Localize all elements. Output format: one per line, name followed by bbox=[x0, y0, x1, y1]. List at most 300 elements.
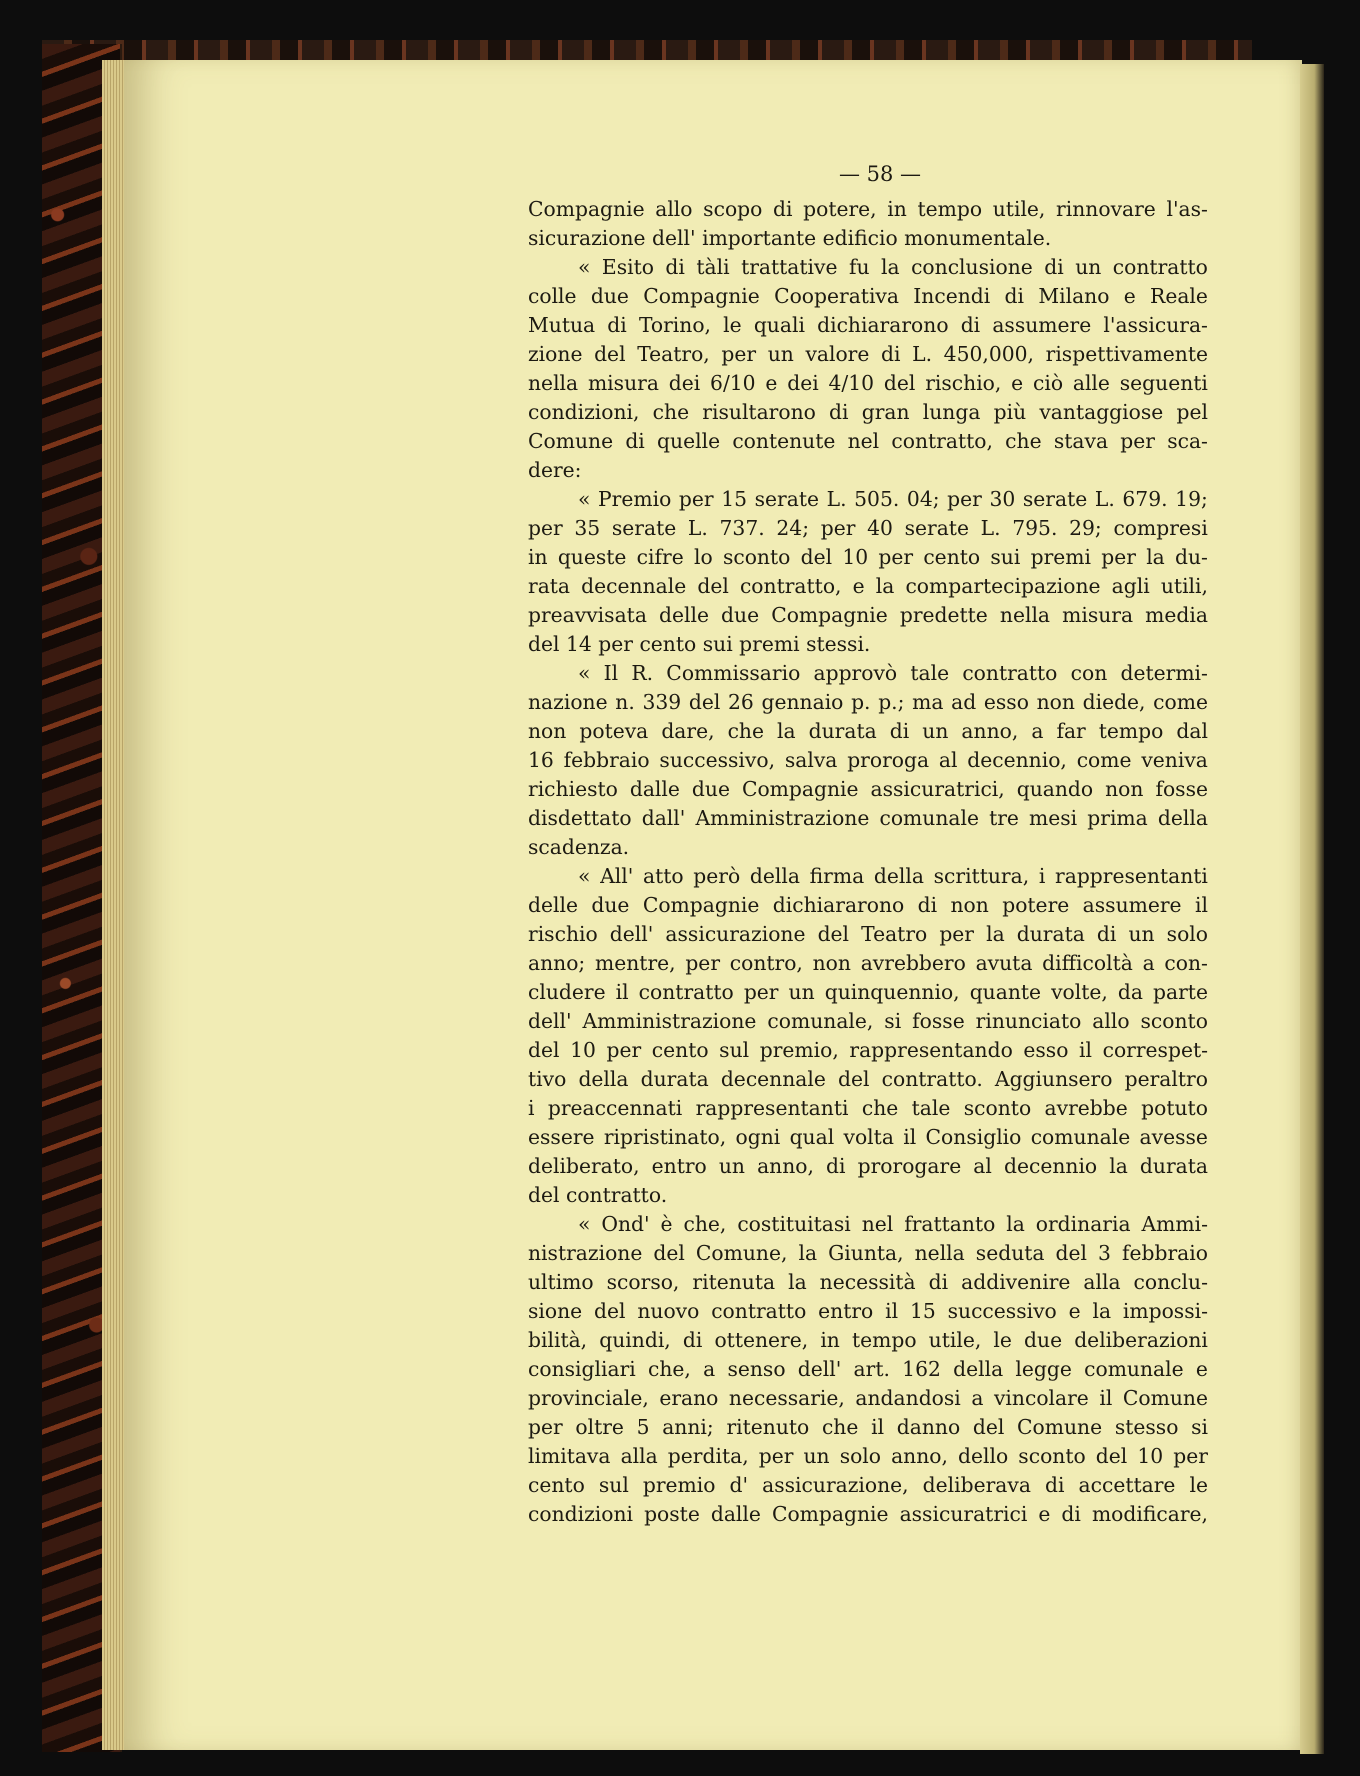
word: qual bbox=[789, 1125, 835, 1149]
word: necessarie, bbox=[728, 1386, 845, 1410]
word: del bbox=[594, 342, 626, 366]
word: febbraio bbox=[1121, 1241, 1208, 1265]
word: legge bbox=[1015, 1357, 1072, 1381]
word: per bbox=[947, 487, 982, 511]
text-line bbox=[528, 1326, 1208, 1355]
word: entro bbox=[818, 1299, 874, 1323]
word: di bbox=[829, 400, 849, 424]
word: da bbox=[1117, 980, 1143, 1004]
word: la bbox=[1006, 1212, 1025, 1236]
word: comunale bbox=[1030, 1125, 1131, 1149]
word: seguenti bbox=[1119, 371, 1208, 395]
word: cento bbox=[651, 1038, 709, 1062]
word: per bbox=[743, 980, 779, 1004]
text-lines bbox=[528, 195, 1208, 1529]
word: gennaio bbox=[761, 690, 844, 714]
word: dell' bbox=[528, 1009, 572, 1033]
word: non bbox=[528, 719, 567, 743]
text-line bbox=[528, 833, 1208, 862]
word: importante bbox=[702, 226, 817, 250]
word: contratto bbox=[638, 980, 734, 1004]
text-line bbox=[528, 862, 1208, 891]
word: poteva bbox=[579, 719, 649, 743]
word: tre bbox=[989, 806, 1019, 830]
word: ritenuta bbox=[692, 1270, 776, 1294]
word: di bbox=[889, 719, 910, 743]
word: « bbox=[578, 487, 591, 511]
word: e bbox=[852, 574, 865, 598]
word: fu bbox=[848, 255, 870, 279]
word: 30 bbox=[989, 487, 1016, 511]
word: dalle bbox=[710, 1502, 761, 1526]
word: esso bbox=[1023, 1038, 1069, 1062]
word: agli bbox=[1111, 574, 1150, 598]
word: e bbox=[1011, 371, 1024, 395]
word: cento bbox=[923, 545, 981, 569]
word: due bbox=[590, 284, 629, 308]
word: ogni bbox=[735, 1125, 781, 1149]
word: 15 bbox=[721, 487, 748, 511]
word: comunale, bbox=[767, 1009, 874, 1033]
word: la bbox=[875, 574, 895, 598]
word: cento bbox=[528, 1473, 585, 1497]
word: « bbox=[578, 864, 591, 888]
text-line bbox=[528, 514, 1208, 543]
word: misura bbox=[1062, 603, 1134, 627]
word: utile, bbox=[992, 197, 1046, 221]
word: sicurazione bbox=[528, 226, 646, 250]
word: L. bbox=[912, 342, 933, 366]
word: potuto bbox=[1141, 1096, 1208, 1120]
word: tempo bbox=[917, 197, 983, 221]
word: 15 bbox=[909, 1299, 936, 1323]
word: avrebbe bbox=[1044, 1096, 1128, 1120]
word: della bbox=[873, 864, 924, 888]
text-line bbox=[528, 775, 1208, 804]
word: della bbox=[578, 1067, 629, 1091]
text-line bbox=[528, 1355, 1208, 1384]
word: del bbox=[594, 1299, 626, 1323]
word: al bbox=[938, 748, 958, 772]
word: di bbox=[917, 893, 938, 917]
word: di bbox=[682, 1328, 703, 1352]
text-line bbox=[528, 659, 1208, 688]
word: anno, bbox=[757, 1154, 814, 1178]
word: volte, bbox=[1051, 980, 1108, 1004]
word: Milano bbox=[1038, 284, 1110, 308]
word: del bbox=[697, 574, 729, 598]
word: durata bbox=[808, 719, 877, 743]
word: 4/10 bbox=[828, 371, 875, 395]
word: atto bbox=[643, 864, 684, 888]
word: volta bbox=[843, 1125, 894, 1149]
word: parte bbox=[1153, 980, 1208, 1004]
word: nazione bbox=[528, 690, 608, 714]
word: decennale bbox=[581, 574, 687, 598]
text-line bbox=[528, 195, 1208, 224]
word: essere bbox=[528, 1125, 595, 1149]
word: scadenza. bbox=[528, 835, 630, 859]
word: allo bbox=[655, 197, 693, 221]
word: lunga bbox=[922, 400, 981, 424]
word: il bbox=[1079, 1038, 1092, 1062]
word: Compagnie bbox=[528, 197, 645, 221]
word: del bbox=[653, 1241, 685, 1265]
text-line bbox=[528, 572, 1208, 601]
word: ma bbox=[912, 690, 944, 714]
word: le bbox=[993, 1328, 1012, 1352]
word: due bbox=[721, 603, 760, 627]
word: limitava bbox=[528, 1444, 611, 1468]
word: Compagnie bbox=[741, 777, 859, 801]
word: ottenere, bbox=[714, 1328, 809, 1352]
word: premi bbox=[739, 632, 800, 656]
word: condizioni, bbox=[528, 400, 640, 424]
word: si bbox=[1191, 1415, 1208, 1439]
word: premio bbox=[642, 1473, 716, 1497]
text-line bbox=[528, 1384, 1208, 1413]
word: decennio, bbox=[967, 748, 1067, 772]
word: tàli bbox=[696, 255, 730, 279]
word: i bbox=[528, 1096, 535, 1120]
word: conclusione bbox=[911, 255, 1033, 279]
word: sconto bbox=[722, 545, 791, 569]
word: e bbox=[1195, 1357, 1208, 1381]
word: andandosi bbox=[855, 1386, 961, 1410]
word: sconto bbox=[963, 1096, 1032, 1120]
word: deliberava bbox=[922, 1473, 1031, 1497]
word: sul bbox=[719, 1038, 750, 1062]
word: « bbox=[578, 255, 591, 279]
word: del bbox=[1055, 1241, 1088, 1265]
word: nuovo bbox=[637, 1299, 700, 1323]
word: ad bbox=[951, 690, 977, 714]
word: un bbox=[718, 1154, 745, 1178]
word: tempo bbox=[851, 1328, 917, 1352]
word: rischio, bbox=[925, 371, 1002, 395]
word: decennio bbox=[1003, 1154, 1098, 1178]
word: contratto, bbox=[891, 429, 993, 453]
word: provinciale, bbox=[528, 1386, 649, 1410]
word: stessi. bbox=[806, 632, 871, 656]
word: mesi bbox=[1029, 806, 1078, 830]
word: contenute bbox=[732, 429, 836, 453]
word: che bbox=[727, 719, 764, 743]
word: scopo bbox=[703, 197, 763, 221]
word: Comune bbox=[1017, 1415, 1103, 1439]
word: i bbox=[1038, 864, 1046, 888]
word: per bbox=[528, 1415, 563, 1439]
word: il bbox=[615, 980, 629, 1004]
word: per bbox=[1173, 1444, 1208, 1468]
word: più bbox=[993, 400, 1027, 424]
text-line bbox=[528, 1500, 1208, 1529]
word: Ammi- bbox=[1141, 1212, 1208, 1236]
word: rinunciato bbox=[975, 1009, 1082, 1033]
word: 35 bbox=[574, 516, 601, 540]
word: di bbox=[826, 1154, 846, 1178]
word: si bbox=[884, 1009, 902, 1033]
word: e bbox=[1068, 1299, 1081, 1323]
word: la bbox=[798, 1241, 818, 1265]
word: bilità, bbox=[528, 1328, 588, 1352]
word: tivo bbox=[528, 1067, 567, 1091]
word: scorso, bbox=[606, 1270, 680, 1294]
word: di bbox=[1061, 1502, 1081, 1526]
text-line bbox=[528, 369, 1208, 398]
word: successivo, bbox=[659, 748, 776, 772]
word: 679. bbox=[1122, 487, 1168, 511]
word: L. bbox=[1094, 487, 1115, 511]
word: gran bbox=[861, 400, 910, 424]
word: di bbox=[960, 313, 981, 337]
word: condizioni bbox=[528, 1502, 634, 1526]
word: un bbox=[1128, 922, 1155, 946]
text-line bbox=[528, 398, 1208, 427]
word: 5 bbox=[636, 1415, 650, 1439]
word: di bbox=[1004, 284, 1025, 308]
word: che bbox=[1005, 429, 1042, 453]
word: premio, bbox=[759, 1038, 839, 1062]
text-line bbox=[528, 804, 1208, 833]
word: allo bbox=[1092, 1009, 1130, 1033]
word: stesso bbox=[1114, 1415, 1179, 1439]
word: due bbox=[1024, 1328, 1063, 1352]
word: erano bbox=[659, 1386, 719, 1410]
word: accettare bbox=[1078, 1473, 1176, 1497]
word: potere bbox=[1002, 893, 1070, 917]
word: con bbox=[1070, 661, 1108, 685]
word: 10 bbox=[842, 545, 869, 569]
word: di bbox=[1044, 255, 1064, 279]
word: delle bbox=[528, 893, 578, 917]
word: dare, bbox=[661, 719, 715, 743]
word: preavvisata bbox=[528, 603, 647, 627]
word: stava bbox=[1053, 429, 1109, 453]
word: conclu- bbox=[1133, 1270, 1208, 1294]
word: R. bbox=[631, 661, 654, 685]
word: cento bbox=[639, 632, 697, 656]
word: non bbox=[1036, 690, 1075, 714]
word: dei bbox=[787, 371, 819, 395]
word: prorogare bbox=[857, 1154, 962, 1178]
word: come bbox=[1153, 690, 1208, 714]
word: per bbox=[721, 342, 757, 366]
word: ciò bbox=[1032, 371, 1064, 395]
word: 10 bbox=[1137, 1444, 1164, 1468]
word: sul bbox=[598, 1473, 629, 1497]
word: anno, bbox=[961, 719, 1019, 743]
word: che, bbox=[648, 1357, 691, 1381]
word: del bbox=[528, 1038, 560, 1062]
word: Premio bbox=[598, 487, 672, 511]
word: dello bbox=[958, 1444, 1009, 1468]
word: Commissario bbox=[666, 661, 801, 685]
word: dere: bbox=[528, 458, 582, 482]
word: « bbox=[578, 661, 591, 685]
word: 450,000, bbox=[943, 342, 1034, 366]
word: contro, bbox=[729, 951, 803, 975]
word: della bbox=[1157, 806, 1208, 830]
text-line bbox=[528, 427, 1208, 456]
text-line bbox=[528, 920, 1208, 949]
word: non bbox=[1105, 777, 1144, 801]
word: del bbox=[528, 632, 560, 656]
word: seduta bbox=[975, 1241, 1045, 1265]
page-text-block bbox=[528, 160, 1208, 1529]
word: fosse bbox=[1155, 777, 1208, 801]
word: comunale bbox=[1084, 1357, 1184, 1381]
word: deliberazioni bbox=[1074, 1328, 1208, 1352]
word: e bbox=[1038, 1502, 1051, 1526]
word: il bbox=[885, 1299, 899, 1323]
word: « bbox=[578, 1212, 591, 1236]
word: in bbox=[887, 197, 907, 221]
word: durata bbox=[640, 1067, 709, 1091]
word: il bbox=[1194, 893, 1208, 917]
word: a bbox=[1031, 719, 1044, 743]
word: sui bbox=[990, 545, 1021, 569]
word: serate bbox=[611, 516, 677, 540]
word: solo bbox=[1166, 922, 1208, 946]
word: correspet- bbox=[1102, 1038, 1208, 1062]
word: serate bbox=[754, 487, 819, 511]
word: l'as- bbox=[1166, 197, 1208, 221]
word: il bbox=[1099, 1386, 1113, 1410]
word: Compagnie bbox=[771, 603, 888, 627]
word: di bbox=[607, 313, 627, 337]
word: 3 bbox=[1098, 1241, 1111, 1265]
word: del bbox=[817, 922, 850, 946]
word: Comune bbox=[1122, 1386, 1208, 1410]
word: contratto bbox=[962, 661, 1058, 685]
word: Teatro bbox=[861, 922, 928, 946]
text-line bbox=[528, 1181, 1208, 1210]
word: contratto, bbox=[739, 574, 842, 598]
text-line bbox=[528, 1007, 1208, 1036]
word: nella bbox=[914, 1241, 965, 1265]
word: dell' bbox=[797, 1357, 842, 1381]
word: quelle bbox=[657, 429, 721, 453]
word: deliberato, bbox=[528, 1154, 640, 1178]
word: pel bbox=[1176, 400, 1208, 424]
word: entro bbox=[651, 1154, 707, 1178]
word: Mutua bbox=[528, 313, 596, 337]
word: rinnovare bbox=[1056, 197, 1156, 221]
text-line bbox=[528, 1210, 1208, 1239]
word: che bbox=[861, 1096, 899, 1120]
word: compresi bbox=[1113, 516, 1208, 540]
word: ultimo bbox=[528, 1270, 594, 1294]
word: du- bbox=[1175, 545, 1208, 569]
word: tale bbox=[911, 1096, 951, 1120]
word: a bbox=[1142, 951, 1155, 975]
word: dalle bbox=[629, 777, 680, 801]
text-line bbox=[528, 1413, 1208, 1442]
word: L. bbox=[687, 516, 708, 540]
word: decennale bbox=[720, 1067, 826, 1091]
word: Amministrazione bbox=[582, 1009, 757, 1033]
word: n. bbox=[615, 690, 635, 714]
word: utili, bbox=[1160, 574, 1208, 598]
word: per bbox=[758, 1444, 794, 1468]
word: a bbox=[703, 1357, 716, 1381]
word: contratto. bbox=[565, 1183, 668, 1207]
text-line bbox=[528, 630, 1208, 659]
text-line bbox=[528, 485, 1208, 514]
word: 6/10 bbox=[710, 371, 756, 395]
word: addivenire bbox=[961, 1270, 1071, 1294]
word: nel bbox=[861, 1212, 894, 1236]
word: 24; bbox=[776, 516, 810, 540]
word: per bbox=[598, 632, 633, 656]
word: avesse bbox=[1139, 1125, 1208, 1149]
word: Il bbox=[603, 661, 619, 685]
word: consigliari bbox=[528, 1357, 636, 1381]
word: contratto bbox=[1112, 255, 1208, 279]
word: frattanto bbox=[904, 1212, 996, 1236]
word: il bbox=[903, 1125, 917, 1149]
word: 162 bbox=[902, 1357, 941, 1381]
word: 26 bbox=[728, 690, 754, 714]
word: mentre, bbox=[595, 951, 676, 975]
word: diede, bbox=[1082, 690, 1146, 714]
text-line bbox=[528, 717, 1208, 746]
word: Reale bbox=[1150, 284, 1208, 308]
text-line bbox=[528, 311, 1208, 340]
text-line bbox=[528, 456, 1208, 485]
word: preaccennati bbox=[547, 1096, 683, 1120]
word: sca- bbox=[1167, 429, 1208, 453]
word: nella bbox=[528, 371, 579, 395]
word: due bbox=[691, 777, 730, 801]
word: la bbox=[777, 719, 796, 743]
word: approvò bbox=[813, 661, 898, 685]
word: la bbox=[1146, 545, 1165, 569]
text-line bbox=[528, 1268, 1208, 1297]
word: alla bbox=[620, 1444, 658, 1468]
word: comunale bbox=[879, 806, 979, 830]
word: quindi, bbox=[599, 1328, 671, 1352]
text-line bbox=[528, 891, 1208, 920]
text-line bbox=[528, 949, 1208, 978]
word: del bbox=[800, 545, 833, 569]
word: Aggiunsero bbox=[994, 1067, 1113, 1091]
word: la bbox=[1109, 1154, 1128, 1178]
word: nel bbox=[847, 429, 880, 453]
word: del bbox=[528, 1183, 560, 1207]
word: risultarono bbox=[702, 400, 816, 424]
word: contratto. bbox=[881, 1067, 983, 1091]
word: compartecipazione bbox=[905, 574, 1101, 598]
word: richiesto bbox=[528, 777, 618, 801]
word: come bbox=[1076, 748, 1132, 772]
word: media bbox=[1145, 603, 1208, 627]
word: le bbox=[1189, 1473, 1208, 1497]
word: dal bbox=[1176, 719, 1208, 743]
word: art. bbox=[853, 1357, 890, 1381]
word: 29; bbox=[1069, 516, 1102, 540]
word: Cooperativa bbox=[774, 284, 899, 308]
word: trattative bbox=[741, 255, 838, 279]
word: un bbox=[803, 1444, 830, 1468]
word: della bbox=[953, 1357, 1004, 1381]
word: per bbox=[685, 951, 721, 975]
word: con- bbox=[1164, 951, 1208, 975]
text-line bbox=[528, 1123, 1208, 1152]
word: oltre bbox=[575, 1415, 624, 1439]
word: rata bbox=[528, 574, 571, 598]
